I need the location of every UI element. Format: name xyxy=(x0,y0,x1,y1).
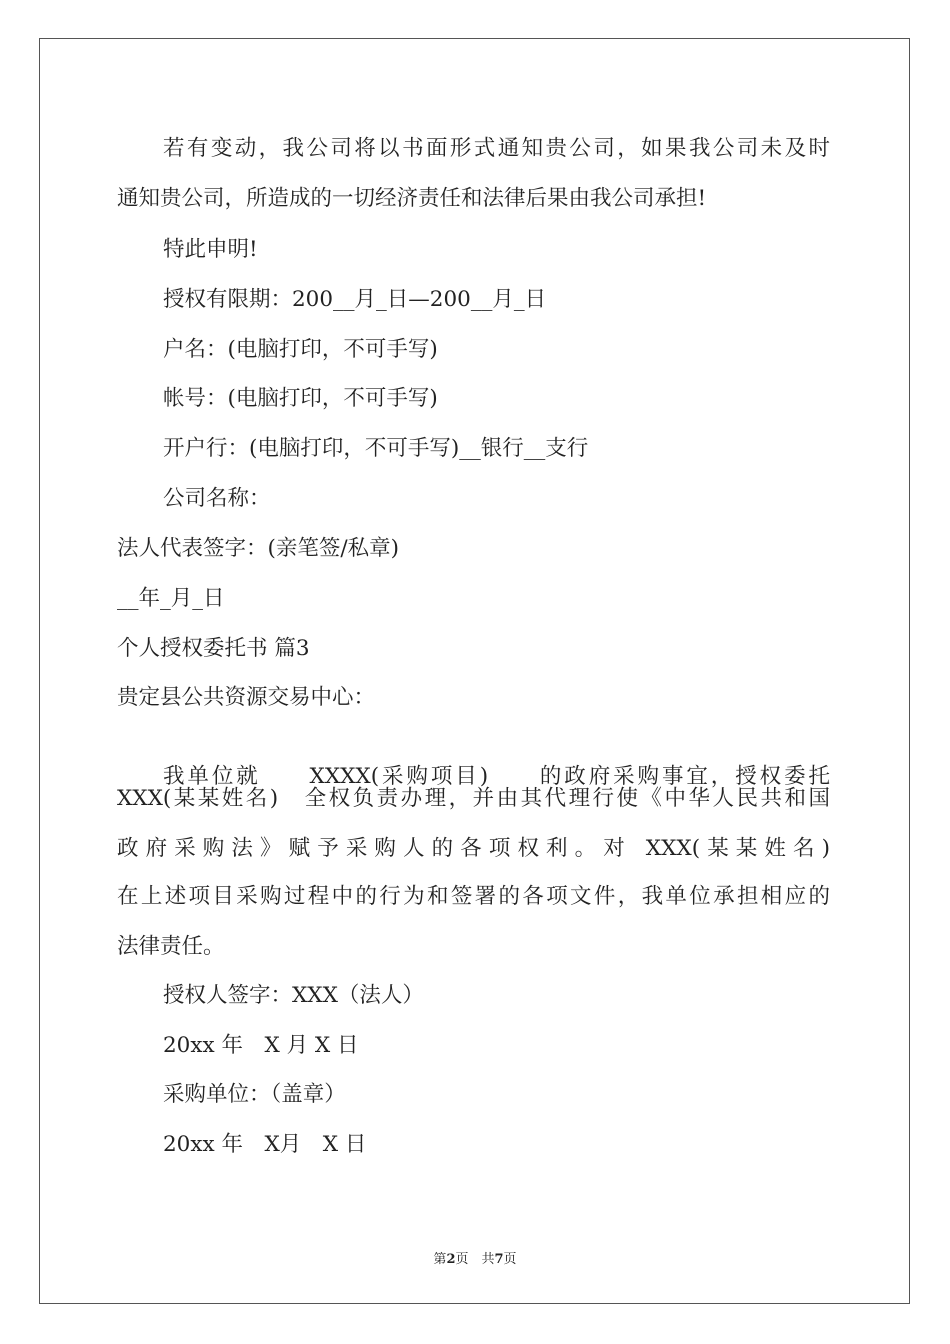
footer-page-number: 2 xyxy=(446,1252,456,1267)
text-line-3: 特此申明! xyxy=(163,237,258,262)
body-line-2: XXX(某某姓名) 全权负责办理，并由其代理行使《中华人民共和国 xyxy=(117,786,830,811)
text-line-6: 帐号：(电脑打印，不可手写) xyxy=(163,386,438,411)
text-line-4: 授权有限期：200__月_日—200__月_日 xyxy=(163,287,547,312)
purchasing-date: 20xx 年 X月 X 日 xyxy=(163,1132,367,1157)
authorizer-signature: 授权人签字：XXX（法人） xyxy=(163,983,424,1008)
footer-total-pages: 7 xyxy=(494,1252,504,1267)
authorizer-date: 20xx 年 X 月 X 日 xyxy=(163,1033,359,1058)
section-heading: 个人授权委托书 篇3 xyxy=(117,636,310,661)
text-line-10: __年_月_日 xyxy=(117,586,225,611)
body-line-1: 我单位就 XXXX(采购项目) 的政府采购事宜，授权委托 xyxy=(163,764,830,789)
page-frame xyxy=(39,38,910,1304)
text-line-2: 通知贵公司，所造成的一切经济责任和法律后果由我公司承担! xyxy=(117,186,707,211)
page-footer xyxy=(0,1248,950,1267)
footer-mid: 页 共 xyxy=(455,1252,495,1267)
text-line-7: 开户行：(电脑打印，不可手写)__银行__支行 xyxy=(163,436,589,461)
body-line-3: 政府采购法》赋予采购人的各项权利。对 XXX(某某姓名) xyxy=(117,836,830,861)
purchasing-unit: 采购单位：（盖章） xyxy=(163,1082,346,1107)
text-line-9: 法人代表签字：(亲笔签/私章) xyxy=(117,536,400,561)
text-line-1: 若有变动，我公司将以书面形式通知贵公司，如果我公司未及时 xyxy=(163,136,830,161)
text-line-5: 户名：(电脑打印，不可手写) xyxy=(163,337,438,362)
text-line-8: 公司名称： xyxy=(163,486,271,511)
body-line-5: 法律责任。 xyxy=(117,934,225,959)
body-line-4: 在上述项目采购过程中的行为和签署的各项文件，我单位承担相应的 xyxy=(117,884,830,909)
footer-prefix: 第 xyxy=(433,1252,447,1267)
addressee: 贵定县公共资源交易中心： xyxy=(117,685,376,710)
footer-suffix: 页 xyxy=(503,1252,517,1267)
